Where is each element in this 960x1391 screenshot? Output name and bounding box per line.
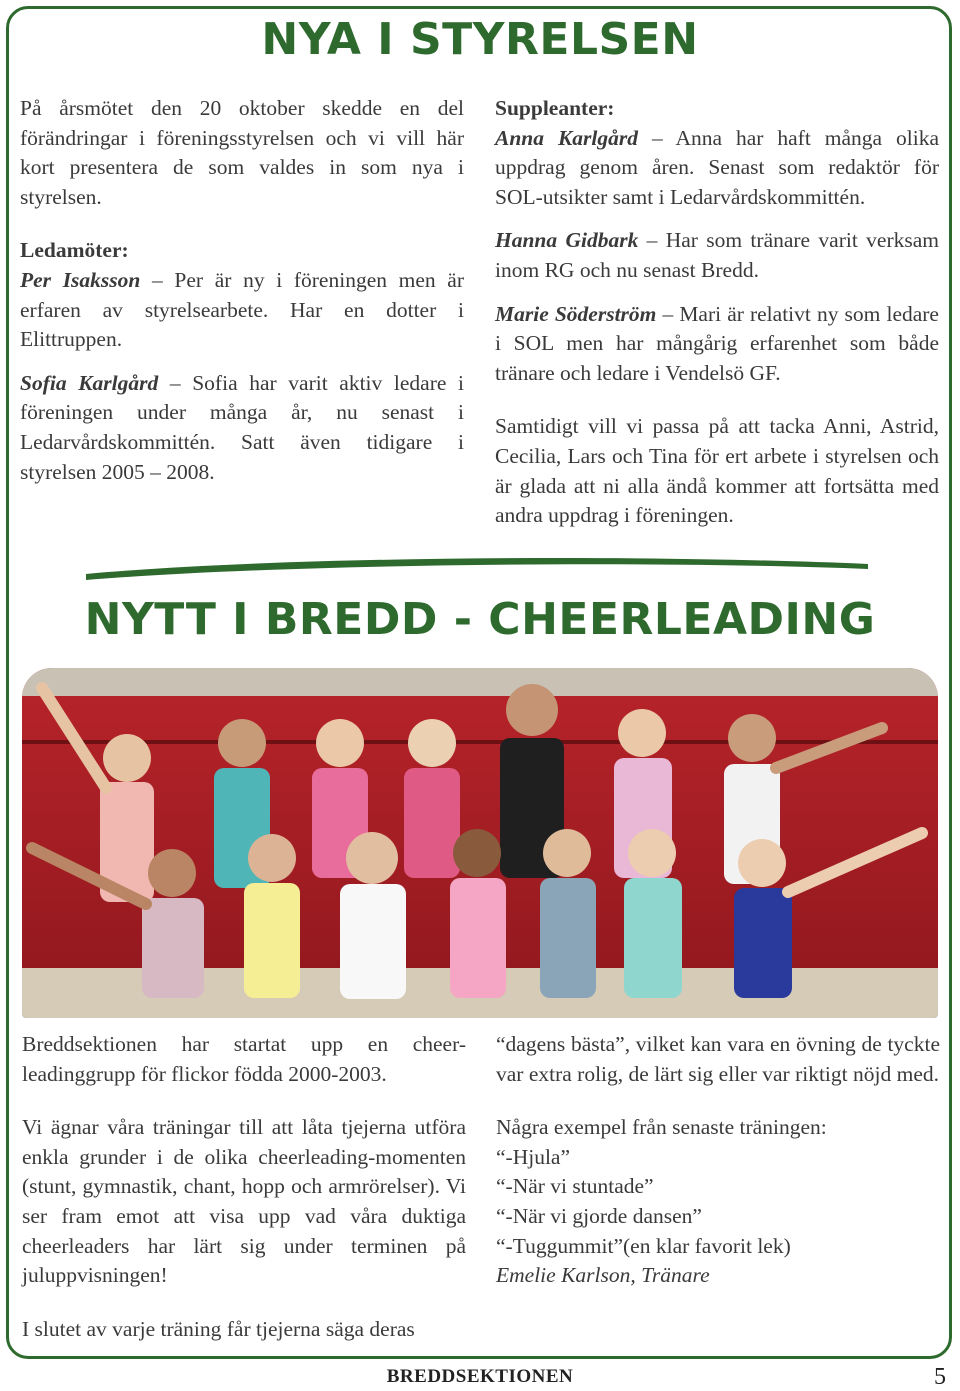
intro-paragraph: På årsmötet den 20 oktober skedde en del förändringar i föreningsstyrelsen och vi vill här kort presentera de som valdes in som nya i styrelsen. bbox=[20, 96, 464, 209]
girl-figure bbox=[340, 832, 406, 999]
right-column-bottom bbox=[496, 1030, 940, 1291]
signature: Emelie Karlson, Tränare bbox=[496, 1263, 710, 1288]
group-photo-illustration bbox=[22, 668, 938, 1018]
example-item: “-När vi stuntade” bbox=[496, 1174, 654, 1199]
suppleant-paragraph bbox=[495, 94, 939, 212]
girl-figure bbox=[450, 829, 506, 998]
article-paragraph: I slutet av varje träning får tjejerna säga deras bbox=[22, 1316, 415, 1341]
member-text: – Sofia har varit aktiv ledare i föreningen under många år, nu senast i Ledarvårdskommittén. Satt även tidigare i styrelsen 2005 – 2008. bbox=[20, 370, 464, 484]
divider-swoosh bbox=[82, 552, 872, 588]
girl-figure bbox=[540, 829, 596, 998]
page-title: NYA I STYRELSEN bbox=[261, 14, 699, 65]
example-item: “-Tuggummit”(en klar favorit lek) bbox=[496, 1233, 791, 1258]
suppleanter-heading: Suppleanter: bbox=[495, 96, 615, 120]
right-column-top bbox=[495, 94, 939, 555]
examples-block bbox=[496, 1113, 940, 1291]
example-item: “-Hjula” bbox=[496, 1144, 571, 1169]
member-name: Anna Karlgård bbox=[495, 125, 638, 150]
member-paragraph bbox=[20, 369, 464, 487]
ledamoter-heading: Ledamöter: bbox=[20, 238, 129, 263]
section-title: NYTT I BREDD - CHEERLEADING bbox=[84, 594, 876, 645]
ledamoter-block bbox=[20, 236, 464, 354]
left-column-top bbox=[20, 94, 464, 511]
group-photo bbox=[22, 668, 938, 1018]
article-paragraph: Vi ägnar våra träningar till att låta tjejerna utföra enkla grunder i de olika cheerleading-momenten (stunt, gymnastik, chant, hopp och armrörelser). Vi ser fram emot att visa upp vad våra duktiga cheerleaders har lärt sig under terminen på juluppvisningen! bbox=[22, 1115, 466, 1288]
member-name: Marie Söderström bbox=[495, 301, 657, 326]
article-paragraph: Breddsektionen har startat upp en cheer-leadinggrupp för flickor födda 2000-2003. bbox=[22, 1032, 466, 1086]
member-text: – Per är ny i föreningen men är erfaren av styrelsearbete. Har en dotter i Elittruppen. bbox=[20, 267, 465, 352]
page-number: 5 bbox=[934, 1364, 946, 1390]
suppleant-paragraph bbox=[495, 226, 939, 285]
examples-heading: Några exempel från senaste träningen: bbox=[496, 1115, 827, 1140]
member-text: – Mari är relativt ny som ledare i SOL men har mångårig erfarenhet som både tränare och ledare i Vendelsö GF. bbox=[495, 301, 939, 385]
article-paragraph: “dagens bästa”, vilket kan vara en övning de tyckte var extra rolig, de lärt sig eller var riktigt nöjd med. bbox=[496, 1032, 940, 1086]
girl-figure bbox=[244, 834, 300, 998]
member-name: Hanna Gidbark bbox=[495, 228, 639, 253]
example-item: “-När vi gjorde dansen” bbox=[496, 1203, 702, 1228]
suppleant-paragraph bbox=[495, 300, 939, 389]
footer-section-name: BREDDSEKTIONEN bbox=[386, 1366, 574, 1387]
left-column-bottom bbox=[22, 1030, 466, 1368]
girl-figure bbox=[404, 719, 460, 878]
member-text: – Anna har haft många olika uppdrag genom åren. Senast som redaktör för SOL-utsikter samt i Ledarvårdskommittén. bbox=[495, 125, 939, 209]
member-name: Per Isaksson bbox=[20, 267, 141, 292]
girl-figure bbox=[624, 829, 682, 998]
member-name: Sofia Karlgård bbox=[20, 370, 159, 395]
thanks-paragraph: Samtidigt vill vi passa på att tacka Anni, Astrid, Cecilia, Lars och Tina för ert arbete i styrelsen och är glada att ni alla ändå kommer att fortsätta med andra uppdrag i föreningen. bbox=[495, 414, 939, 528]
member-text: – Har som tränare varit verksam inom RG och nu senast Bredd. bbox=[495, 228, 939, 282]
